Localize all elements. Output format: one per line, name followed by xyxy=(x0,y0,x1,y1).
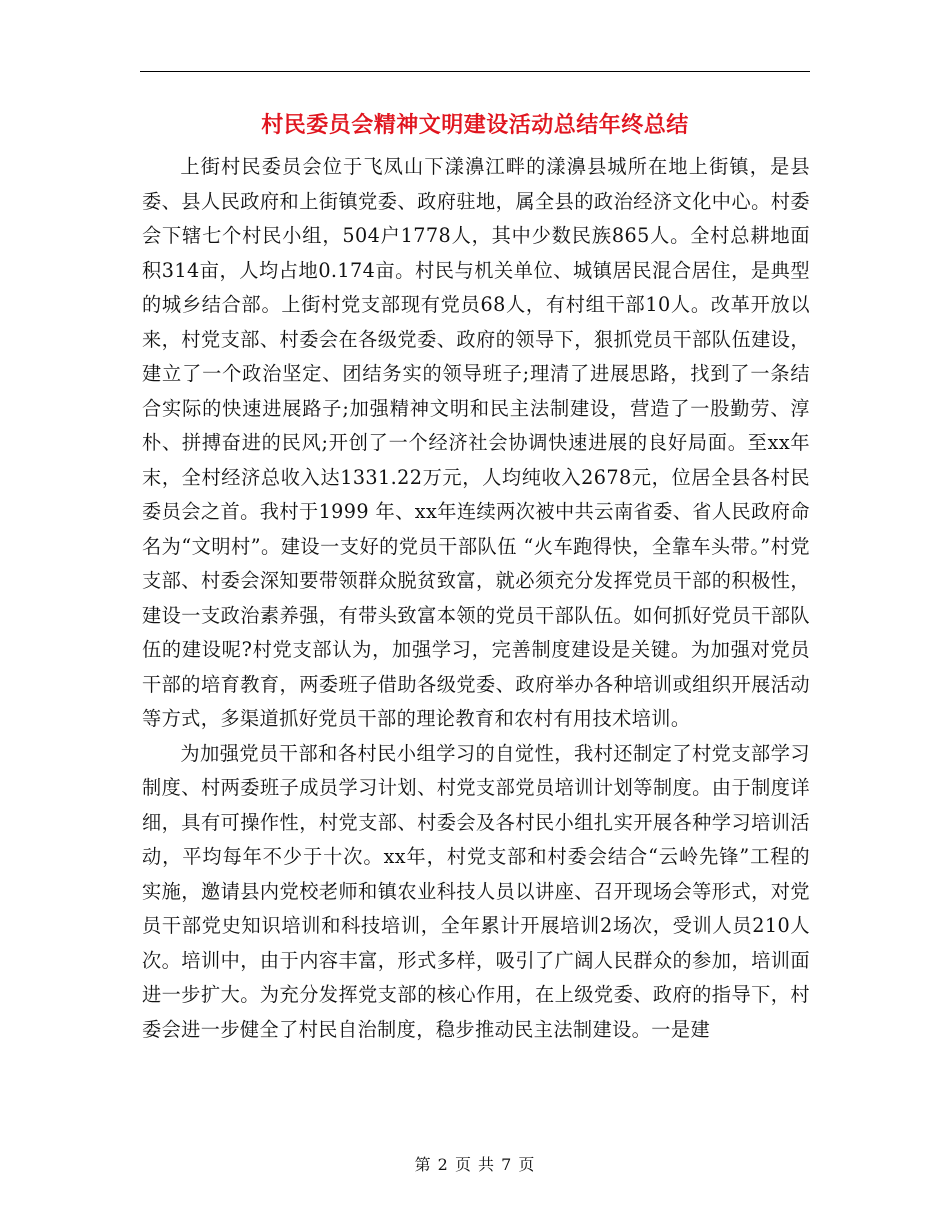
paragraph-1: 上街村民委员会位于飞凤山下漾濞江畔的漾濞县城所在地上街镇，是县委、县人民政府和上街镇党委、政府驻地，属全县的政治经济文化中心。村委会下辖七个村民小组，504户1778人，其中少数民族865人。全村总耕地面积314亩，人均占地0.174亩。村民与机关单位、城镇居民混合居住，是典型的城乡结合部。上街村党支部现有党员68人，有村组干部10人。改革开放以来，村党支部、村委会在各级党委、政府的领导下，狠抓党员干部队伍建设，建立了一个政治坚定、团结务实的领导班子;理清了进展思路，找到了一条结合实际的快速进展路子;加强精神文明和民主法制建设，营造了一股勤劳、淳朴、拼搏奋进的民风;开创了一个经济社会协调快速进展的良好局面。至xx年末，全村经济总收入达1331.22万元，人均纯收入2678元，位居全县各村民委员会之首。我村于1999 年、xx年连续两次被中共云南省委、省人民政府命名为“文明村”。建设一支好的党员干部队伍 “火车跑得快，全靠车头带。”村党支部、村委会深知要带领群众脱贫致富，就必须充分发挥党员干部的积极性，建设一支政治素养强，有带头致富本领的党员干部队伍。如何抓好党员干部队伍的建设呢?村党支部认为，加强学习，完善制度建设是关键。为加强对党员干部的培育教育，两委班子借助各级党委、政府举办各种培训或组织开展活动等方式，多渠道抓好党员干部的理论教育和农村有用技术培训。 xyxy=(142,155,810,730)
header-rule xyxy=(140,71,810,72)
paragraph-2: 为加强党员干部和各村民小组学习的自觉性，我村还制定了村党支部学习制度、村两委班子成员学习计划、村党支部党员培训计划等制度。由于制度详细，具有可操作性，村党支部、村委会及各村民小组扎实开展各种学习培训活动，平均每年不少于十次。xx年，村党支部和村委会结合“云岭先锋”工程的实施，邀请县内党校老师和镇农业科技人员以讲座、召开现场会等形式，对党员干部党史知识培训和科技培训，全年累计开展培训2场次，受训人员210人次。培训中，由于内容丰富，形式多样，吸引了广阔人民群众的参加，培训面进一步扩大。为充分发挥党支部的核心作用，在上级党委、政府的指导下，村委会进一步健全了村民自治制度，稳步推动民主法制建设。一是建 xyxy=(142,741,810,1041)
page-number: 第 2 页 共 7 页 xyxy=(414,1155,536,1174)
document-title: 村民委员会精神文明建设活动总结年终总结 xyxy=(261,113,689,138)
document-body xyxy=(142,150,810,1047)
